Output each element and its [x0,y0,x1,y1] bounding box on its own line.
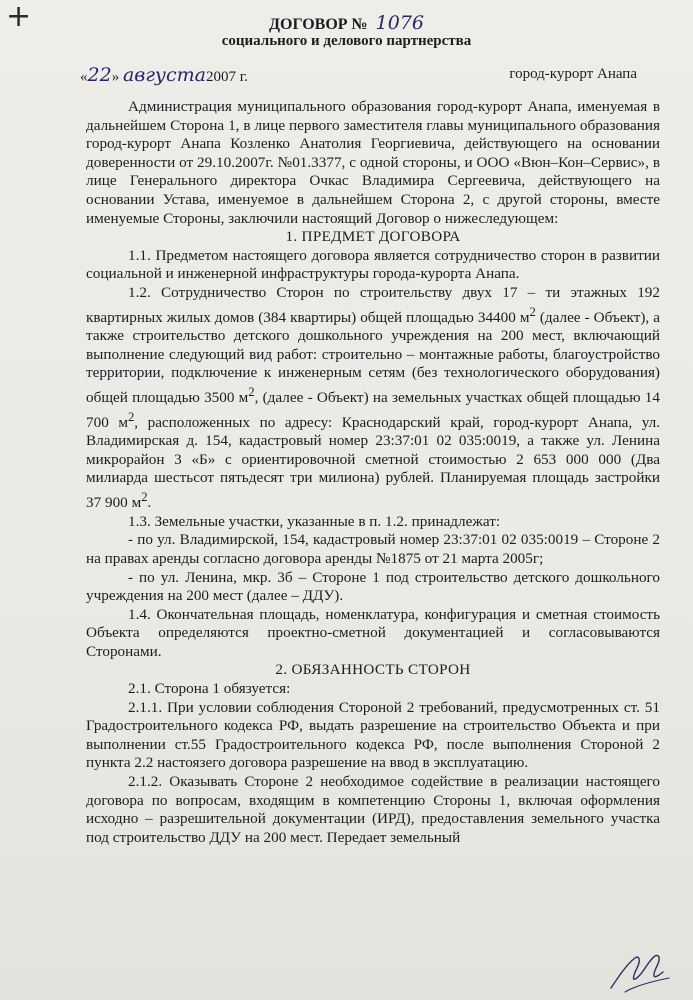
contract-date [80,64,248,86]
date-month-handwritten: августа [122,64,206,86]
signature-scribble-icon [605,946,675,996]
clause-1-2-part-d: , расположенных по адресу: Краснодарский край, город-курорт Анапа, ул. Владимирская д. 154, кадастровый номер 23:37:01 02 035:0019, а также ул. Ленина микрорайон 3 «Б» с ориентировочной сметной стоимостью 2 653 000 000 (Два милиарда шестьсот пятьдесят три милиона) рублей. Планируемая площадь застройки 37 900 м [86,413,660,512]
contract-body [86,98,660,847]
date-quote-open: « [80,69,88,85]
contract-city: город-курорт Анапа [509,66,637,82]
clause-1-4: 1.4. Окончательная площадь, номенклатура, конфигурация и сметная стоимость Объекта определяются проектно-сметной документацией и согласовываются Сторонами. [86,605,660,660]
clause-1-2 [86,284,660,513]
superscript-squared: 2 [529,304,536,319]
clause-1-3: 1.3. Земельные участки, указанные в п. 1.2. принадлежат: [128,512,501,530]
clause-1-2-part-b: (далее - Объект), а также строительство детского дошкольного учреждения на 200 мест, включающий выполнение следующий вид работ: строительно – монтажные работы, благоустройство территории, подключение к инженерным сетям (без технологического оборудования) общей площадью 3500 м [86,308,660,407]
contract-title-text: ДОГОВОР № [268,16,368,33]
date-day-handwritten: 22 [87,64,112,86]
date-quote-close: » [111,69,120,85]
contract-title [0,12,693,34]
superscript-squared: 2 [127,409,135,424]
clause-1-2-part-a: 1.2. Сотрудничество Сторон по строительству двух 17 – ти этажных 192 квартирных жилых домов (384 квартиры) общей площадью 34400 м [86,283,660,326]
clause-1-2-part-e: . [147,494,152,512]
section-1-heading: 1. ПРЕДМЕТ ДОГОВОРА [285,228,461,246]
corner-plus-mark: + [6,0,32,34]
superscript-squared: 2 [141,490,148,505]
clause-1-3-item-a: - по ул. Владимирской, 154, кадастровый номер 23:37:01 02 035:0019 – Стороне 2 на правах аренды согласно договора аренды №1875 от 21 марта 2005г; [86,531,660,567]
clause-2-1-1: 2.1.1. При условии соблюдения Стороной 2 требований, предусмотренных ст. 51 Градостроительного кодекса РФ, выдать разрешение на строительство Объекта и при выполнении ст.55 Градостроительного кодекса РФ, после выполнения Стороной 2 пункта 2.2 настоязего договора разрешение на ввод в эксплуатацию. [86,698,660,772]
date-year: 2007 г. [205,69,248,85]
clause-1-1: 1.1. Предметом настоящего договора является сотрудничество сторон в развитии социальной и инженерной инфраструктуры города-курорта Анапа. [86,246,660,283]
clause-2-1-2: 2.1.2. Оказывать Стороне 2 необходимое содействие в реализации настоящего договора по вопросам, входящим в компетенцию Стороны 1, включая оформления исходно – разрешительной документации (ИРД), предоставления земельного участка под строительство ДДУ на 200 мест. Передает земельный [86,773,660,846]
contract-subtitle: социального и делового партнерства [221,33,472,49]
preamble-paragraph: Администрация муниципального образования город-курорт Анапа, именуемая в дальнейшем Сторона 1, в лице первого заместителя главы муниципального образования город-курорт Анапа Козленко Анатолия Георгиевича, действующего на основании доверенности от 29.10.2007г. №01.3377, с одной стороны, и ООО «Вюн–Кон–Сервис», в лице Генерального директора Очкас Владимира Сергеевича, действующего на основании Устава, именуемое в дальнейшем Сторона 2, с другой стороны, вместе именуемые Стороны, заключили настоящий Договор о нижеследующем: [86,98,660,227]
contract-number-handwritten: 1076 [375,12,424,34]
clause-2-1: 2.1. Сторона 1 обязуется: [128,680,291,698]
section-2-heading: 2. ОБЯЗАННОСТЬ СТОРОН [275,661,471,679]
clause-1-3-item-b: - по ул. Ленина, мкр. 3б – Стороне 1 под строительство детского дошкольного учреждения на 200 мест (далее – ДДУ). [86,568,660,605]
clause-1-2-part-c: , (далее - Объект) на земельных участках общей площадью 14 700 м [86,389,660,431]
superscript-squared: 2 [248,384,255,399]
